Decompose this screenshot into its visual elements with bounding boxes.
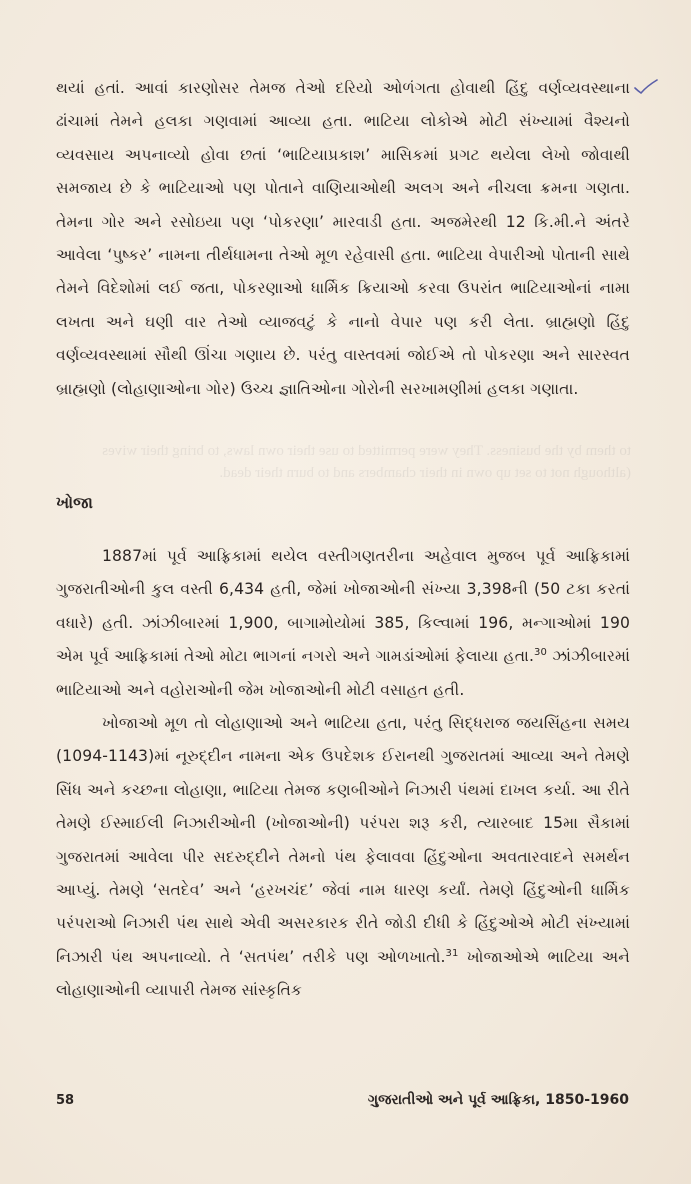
paragraph-text: ખોજાઓ મૂળ તો લોહાણાઓ અને ભાટિયા હતા, પરંતુ સિદ્ધરાજ જયસિંહના સમય (1094-1143)માં નૂરુદ્દીન નામના એક ઉપદેશક ઈરાનથી ગુજરાતમાં આવ્યા અને તેમણે સિંધ અને કચ્છના લોહાણા, ભાટિયા તેમજ કણબીઓને નિઝારી પંથમાં દાખલ કર્યા. આ રીતે તેમણે ઈસ્માઈલી નિઝારીઓની (ખોજાઓની) પરંપરા શરૂ કરી, ત્યારબાદ 15મા સૈકામાં ગુજરાતમાં આવેલા પીર સદરુદ્દીને તેમનો પંથ ફેલાવવા હિંદુઓના અવતારવાદને સમર્થન આપ્યું. તેમણે ‘સતદેવ’ અને ‘હરખચંદ’ જેવાં નામ ધારણ કર્યાં. તેમણે હિંદુઓની ધાર્મિક પરંપરાઓ નિઝારી પંથ સાથે એવી અસરકારક રીતે જોડી દીધી કે હિંદુઓએ મોટી સંખ્યામાં નિઝારી પંથ અપનાવ્યો. તે ‘સતપંથ’ તરીકે પણ ઓળખાતો. (56, 714, 630, 966)
paragraph-census (56, 540, 630, 707)
footnote-ref[interactable]: 31 (445, 947, 459, 959)
pencil-check-mark-icon (633, 78, 659, 98)
page-number: 58 (56, 1093, 75, 1108)
paragraph-text: થયાં હતાં. આવાં કારણોસર તેમજ તેઓ દરિયો ઓળંગતા હોવાથી હિંદુ વર્ણવ્યવસ્થાના ઢાંચામાં તેમને હલકા ગણવામાં આવ્યા હતા. ભાટિયા લોકોએ મોટી સંખ્યામાં વૈશ્યનો વ્યવસાય અપનાવ્યો હોવા છતાં ‘ભાટિયાપ્રકાશ’ માસિકમાં પ્રગટ થયેલા લેખો જોવાથી સમજાય છે કે ભાટિયાઓ પણ પોતાને વાણિયાઓથી અલગ અને નીચલા ક્રમના ગણતા. તેમના ગોર અને રસોઇયા પણ ‘પોકરણા’ મારવાડી હતા. અજમેરથી 12 કિ.મી.ને અંતરે આવેલા ‘પુષ્કર’ નામના તીર્થધામના તેઓ મૂળ રહેવાસી હતા. ભાટિયા વેપારીઓ પોતાની સાથે તેમને વિદેશોમાં લઈ જતા, પોકરણાઓ ધાર્મિક ક્રિયાઓ કરવા ઉપરાંત ભાટિયાઓનાં નામા લખતા અને ઘણી વાર તેઓ વ્યાજવટું કે નાનો વેપાર પણ કરી લેતા. બ્રાહ્મણો હિંદુ વર્ણવ્યવસ્થામાં સૌથી ઊંચા ગણાય છે. પરંતુ વાસ્તવમાં જોઈએ તો પોકરણા અને સારસ્વત બ્રાહ્મણો (લોહાણાઓના ગોર) ઉચ્ચ જ્ઞાતિઓના ગોરોની સરખામણીમાં હલકા ગણાતા. (56, 79, 630, 398)
paragraph-bhatia-caste (56, 72, 630, 406)
bleed-through-text: to them by the business. They were permitted to use their own laws, to bring their wives (although not to set up own in their chambers and to burn their dead. (102, 443, 631, 481)
footnote-ref[interactable]: 30 (534, 647, 547, 659)
section-heading-khoja: ખોજા (56, 493, 93, 512)
paragraph-text-continued: ખોજાઓએ ભાટિયા અને લોહાણાઓની વ્યાપારી તેમજ સાંસ્કૃતિક (56, 947, 631, 1000)
paragraph-khoja-origins (56, 707, 630, 1008)
paragraph-text-continued: ઝાંઝીબારમાં ભાટિયાઓ અને વહોરાઓની જેમ ખોજાઓની મોટી વસાહત હતી. (56, 647, 630, 699)
paragraph-text: 1887માં પૂર્વ આફ્રિકામાં થયેલ વસ્તીગણતરીના અહેવાલ મુજબ પૂર્વ આફ્રિકામાં ગુજરાતીઓની કુલ વસ્તી 6,434 હતી, જેમાં ખોજાઓની સંખ્યા 3,398ની (50 ટકા કરતાં વધારે) હતી. ઝાંઝીબારમાં 1,900, બાગામોયોમાં 385, કિલ્વામાં 196, મન્ગાઓમાં 190 એમ પૂર્વ આફ્રિકામાં તેઓ મોટા ભાગનાં નગરો અને ગામડાંઓમાં ફેલાયા હતા. (56, 547, 630, 666)
running-footer-title: ગુજરાતીઓ અને પૂર્વ આફ્રિકા, 1850-1960 (367, 1092, 629, 1108)
